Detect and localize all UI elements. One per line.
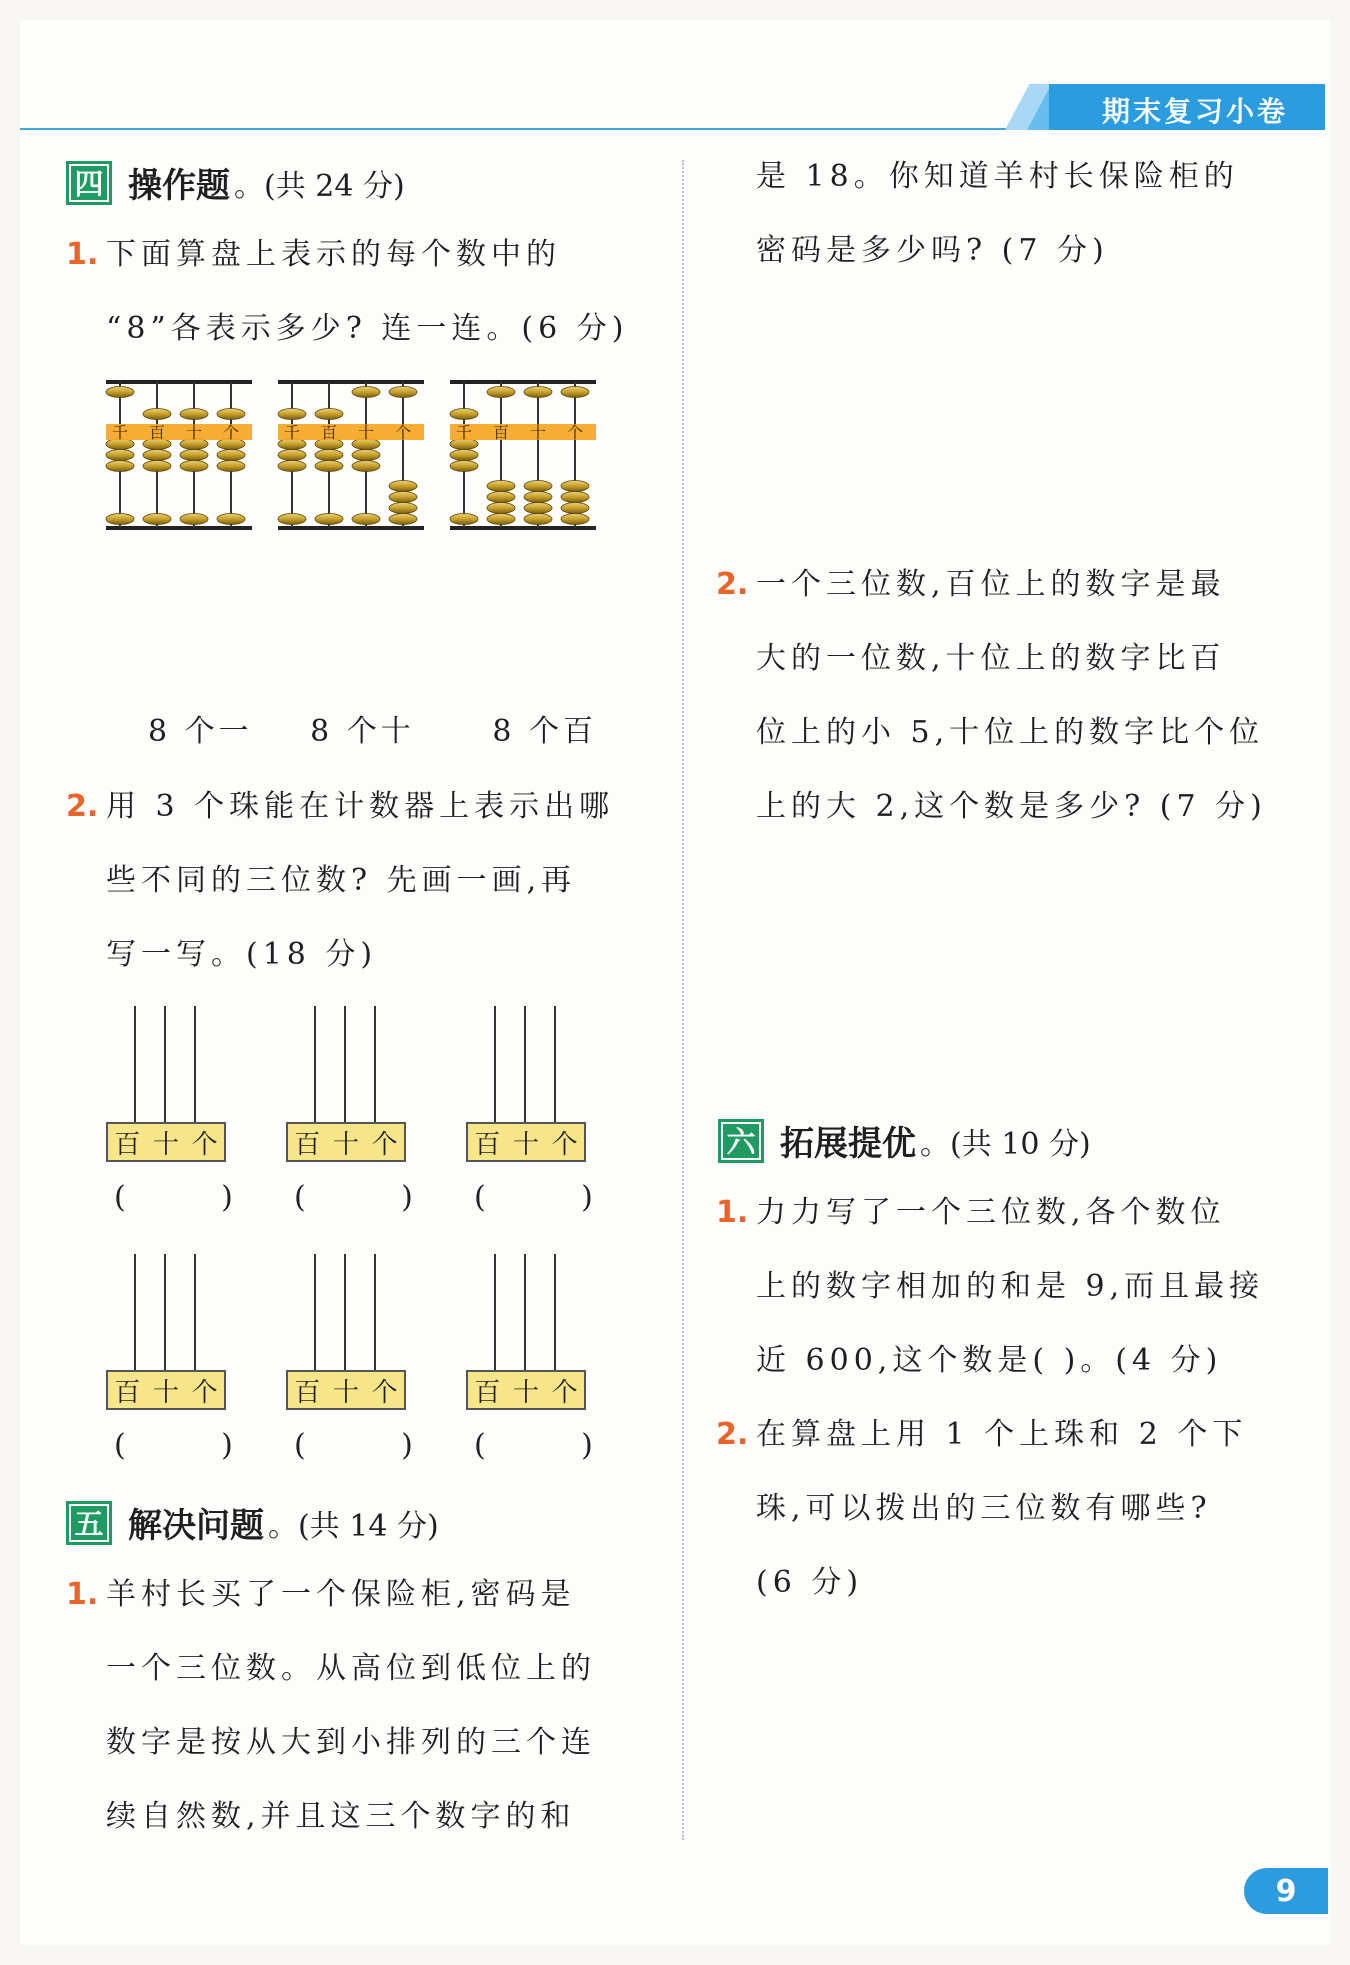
answer-blank[interactable]: ( ) [294,1180,413,1215]
s5-q2-number: 2. [716,567,749,602]
abacus-bead [180,409,208,420]
counter-place-label: 个 [371,1129,398,1160]
abacus-bead [450,409,478,420]
abacus-bead [106,514,134,525]
abacus-rod-label: 十 [357,423,375,442]
counter-place-label: 百 [294,1377,321,1408]
counter-rod[interactable] [554,1254,556,1370]
abacus-bead [106,450,134,461]
counter-place-label: 百 [114,1129,141,1160]
abacus-bead [389,492,417,503]
abacus-bead [217,450,245,461]
s5-question1-part-a [66,1558,666,1854]
s5-question2 [716,548,1316,844]
section5-points: 。(共 14 分) [268,1508,439,1544]
section4-title: 操作题 [128,166,230,206]
header-tab [1005,84,1325,130]
s5-question1-part-b [716,140,1316,288]
abacus-rod-label: 十 [529,423,547,442]
counter-rod[interactable] [374,1006,376,1122]
abacus-rod-label: 个 [222,423,240,442]
abacus-rod-label: 千 [111,423,129,442]
section5-title: 解决问题 [128,1506,264,1546]
page-number: 9 [1244,1868,1328,1914]
abacus-rod-label: 个 [394,423,412,442]
abacus-bead [106,387,134,398]
s6-q2-line3: (6 分) [756,1565,864,1600]
abacus-bead [278,461,306,472]
abacus-rod-label: 千 [283,423,301,442]
counter-base [466,1370,586,1410]
counter-place-label: 十 [512,1129,539,1160]
s4-q2-line3: 写一写。(18 分) [106,937,378,972]
counter-rod[interactable] [344,1006,346,1122]
abacus-rod-label: 个 [566,423,584,442]
abacus-bead [450,514,478,525]
counter-rod[interactable] [494,1006,496,1122]
s5-q2-line3: 位上的小 5,十位上的数字比个位 [756,715,1265,750]
counter-place-label: 百 [294,1129,321,1160]
s6-q2-line2: 珠,可以拨出的三位数有哪些? [756,1491,1212,1526]
abacus-bead [315,461,343,472]
abacus-bead [487,387,515,398]
match-label-tens[interactable]: 8 个十 [310,714,415,749]
abacus-bead [143,409,171,420]
abacus-bead [217,409,245,420]
counter-place-label: 个 [191,1129,218,1160]
abacus-bead [389,503,417,514]
counter-rod[interactable] [494,1254,496,1370]
s6-q1-line1: 力力写了一个三位数,各个数位 [756,1195,1226,1230]
abacus-figure [100,378,620,538]
abacus-bead [561,481,589,492]
counter-rod[interactable] [134,1254,136,1370]
s4-q2-line2: 些不同的三位数? 先画一画,再 [106,863,577,898]
abacus-bead [524,492,552,503]
abacus-bead [315,514,343,525]
abacus-bead [524,503,552,514]
counter-place-label: 十 [332,1377,359,1408]
abacus-bead [180,514,208,525]
match-labels [148,706,597,750]
counter-base [466,1122,586,1162]
s5-q2-line1: 一个三位数,百位上的数字是最 [756,567,1226,602]
abacus-bead [450,450,478,461]
abacus-3 [450,380,596,530]
s6-q2-line1: 在算盘上用 1 个上珠和 2 个下 [756,1417,1248,1452]
counter-place-label: 个 [191,1377,218,1408]
counter-place-label: 十 [152,1377,179,1408]
s5-q1-line6: 密码是多少吗? (7 分) [756,233,1109,268]
abacus-bead [180,450,208,461]
abacus-2 [278,380,424,530]
abacus-bead [180,461,208,472]
counter-place-label: 个 [551,1129,578,1160]
counter-rod[interactable] [314,1006,316,1122]
abacus-bead [561,492,589,503]
abacus-bead [487,481,515,492]
abacus-bead [352,461,380,472]
counter-rod[interactable] [344,1254,346,1370]
section5-heading [66,1498,439,1547]
answer-blank[interactable]: ( ) [294,1428,413,1463]
abacus-bead [524,514,552,525]
counter-rod[interactable] [164,1254,166,1370]
abacus-bead [315,409,343,420]
abacus-bead [487,503,515,514]
abacus-bead [561,514,589,525]
counter-place-label: 十 [152,1129,179,1160]
abacus-bead [352,514,380,525]
s4-q1-line2: “8”各表示多少? 连一连。(6 分) [106,311,629,346]
s5-q2-line4: 上的大 2,这个数是多少? (7 分) [756,789,1267,824]
counter-rod[interactable] [374,1254,376,1370]
counter-place-label: 百 [114,1377,141,1408]
counter-place-label: 个 [551,1377,578,1408]
abacus-bead [389,387,417,398]
s5-q1-line4: 续自然数,并且这三个数字的和 [106,1799,576,1834]
counter-base [106,1122,226,1162]
s5-q1-line3: 数字是按从大到小排列的三个连 [106,1725,596,1760]
abacus-bead [524,387,552,398]
s4-q1-number: 1. [66,237,99,272]
counter-rod[interactable] [194,1006,196,1122]
abacus-bead [389,514,417,525]
section4-badge: 四 [66,161,112,205]
header-title: 期末复习小卷 [1101,95,1288,128]
s6-question1 [716,1176,1316,1398]
abacus-bead [561,503,589,514]
s4-q2-line1: 用 3 个珠能在计数器上表示出哪 [106,789,615,824]
abacus-bead [217,514,245,525]
abacus-bead [352,387,380,398]
counter-place-label: 十 [332,1129,359,1160]
abacus-bead [487,514,515,525]
abacus-rod-label: 百 [320,423,338,442]
s6-question2 [716,1398,1316,1620]
s4-q1-line1: 下面算盘上表示的每个数中的 [106,237,561,272]
counter-rod[interactable] [524,1006,526,1122]
counter-rod[interactable] [194,1254,196,1370]
s5-q1-line2: 一个三位数。从高位到低位上的 [106,1651,596,1686]
s4-question1 [66,218,656,366]
section6-title: 拓展提优 [780,1124,916,1164]
counter-rod[interactable] [554,1006,556,1122]
answer-blank[interactable]: ( ) [474,1428,593,1463]
s4-question2 [66,770,656,992]
section6-points: 。(共 10 分) [920,1126,1091,1162]
s4-q2-number: 2. [66,789,99,824]
abacus-bead [487,492,515,503]
section6-heading [718,1116,1091,1165]
abacus-bead [143,450,171,461]
counter-rod[interactable] [314,1254,316,1370]
abacus-bead [315,450,343,461]
s6-q1-line3: 近 600,这个数是( )。(4 分) [756,1343,1223,1378]
section5-badge: 五 [66,1501,112,1545]
abacus-bead [524,481,552,492]
abacus-bead [278,409,306,420]
abacus-rod-label: 千 [455,423,473,442]
abacus-bead [450,461,478,472]
s6-q1-line2: 上的数字相加的和是 9,而且最接 [756,1269,1265,1304]
s5-q1-line1: 羊村长买了一个保险柜,密码是 [106,1577,576,1612]
section4-points: 。(共 24 分) [234,168,405,204]
abacus-rod-label: 十 [185,423,203,442]
abacus-rod-label: 百 [492,423,510,442]
counter-rod[interactable] [524,1254,526,1370]
answer-blank[interactable]: ( ) [474,1180,593,1215]
abacus-bead [561,387,589,398]
abacus-bead [278,514,306,525]
answer-blank[interactable]: ( ) [114,1180,233,1215]
s6-q2-number: 2. [716,1417,749,1452]
s6-q1-number: 1. [716,1195,749,1230]
counter-rod[interactable] [134,1006,136,1122]
s5-q2-line2: 大的一位数,十位上的数字比百 [756,641,1226,676]
section4-heading [66,158,405,207]
section6-badge: 六 [718,1119,764,1163]
abacus-bead [106,461,134,472]
match-label-ones[interactable]: 8 个一 [148,714,253,749]
abacus-rod-label: 百 [148,423,166,442]
counter-place-label: 十 [512,1377,539,1408]
match-label-hundreds[interactable]: 8 个百 [492,714,597,749]
counter-place-label: 百 [474,1129,501,1160]
counter-place-label: 个 [371,1377,398,1408]
counter-place-label: 百 [474,1377,501,1408]
abacus-bead [389,481,417,492]
abacus-bead [217,461,245,472]
s5-q1-line5: 是 18。你知道羊村长保险柜的 [756,159,1239,194]
abacus-bead [352,450,380,461]
answer-blank[interactable]: ( ) [114,1428,233,1463]
column-divider [682,160,684,1840]
abacus-bead [278,450,306,461]
counter-base [286,1370,406,1410]
counter-rod[interactable] [164,1006,166,1122]
s5-q1-number: 1. [66,1577,99,1612]
abacus-1 [106,380,252,530]
counter-base [286,1122,406,1162]
abacus-bead [143,514,171,525]
counter-base [106,1370,226,1410]
abacus-bead [143,461,171,472]
